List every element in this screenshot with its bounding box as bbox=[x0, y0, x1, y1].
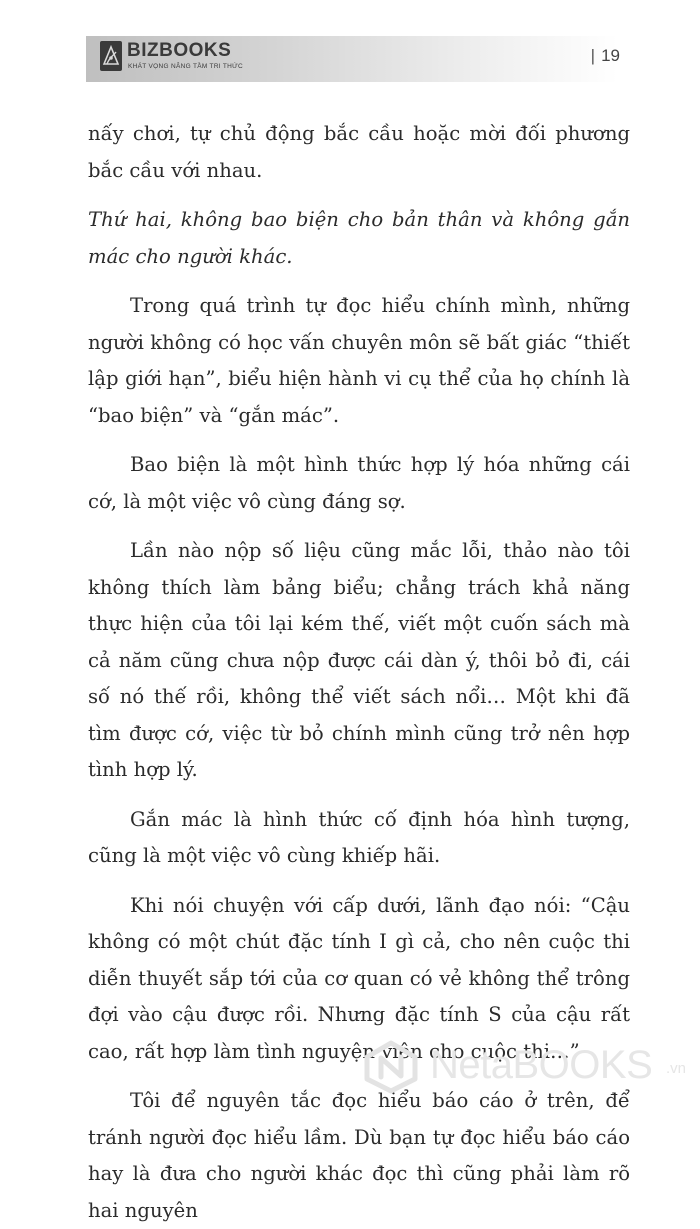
brand-name: BIZBOOKS bbox=[127, 40, 232, 61]
watermark-suffix: .vn bbox=[666, 1060, 687, 1077]
netabooks-logo-icon bbox=[362, 1040, 420, 1098]
page-number-value: 19 bbox=[601, 46, 620, 65]
paragraph-2-italic-heading: Thứ hai, không bao biện cho bản thân và không gắn mác cho người khác. bbox=[88, 208, 630, 268]
brand-tagline: KHÁT VỌNG NÂNG TẦM TRI THỨC bbox=[128, 63, 244, 70]
paragraph-8: Tôi để nguyên tắc đọc hiểu báo cáo ở trên, để tránh người đọc hiểu lầm. Dù bạn tự đọc hiểu báo cáo hay là đưa cho người khác đọc thì cũng phải làm rõ hai nguyên bbox=[88, 1089, 630, 1222]
page-number-separator: | bbox=[590, 46, 596, 65]
paragraph-7: Khi nói chuyện với cấp dưới, lãnh đạo nói: “Cậu không có một chút đặc tính I gì cả, cho nên cuộc thi diễn thuyết sắp tới của cơ quan có vẻ không thể trông đợi vào cậu được rồi. Nhưng đặc tính S của cậu rất cao, rất hợp làm tình nguyện viên cho cuộc thi…” bbox=[88, 893, 630, 1063]
page-number bbox=[591, 46, 620, 66]
paragraph-6: Gắn mác là hình thức cố định hóa hình tượng, cũng là một việc vô cùng khiếp hãi. bbox=[88, 807, 630, 867]
paragraph-3: Trong quá trình tự đọc hiểu chính mình, những người không có học vấn chuyên môn sẽ bất giác “thiết lập giới hạn”, biểu hiện hành vi cụ thể của họ chính là “bao biện” và “gắn mác”. bbox=[88, 294, 630, 427]
paragraph-4: Bao biện là một hình thức hợp lý hóa những cái cớ, là một việc vô cùng đáng sợ. bbox=[88, 453, 630, 513]
paragraph-1: nấy chơi, tự chủ động bắc cầu hoặc mời đối phương bắc cầu với nhau. bbox=[88, 122, 630, 182]
paragraph-5: Lần nào nộp số liệu cũng mắc lỗi, thảo nào tôi không thích làm bảng biểu; chẳng trách khả năng thực hiện của tôi lại kém thế, viết một cuốn sách mà cả năm cũng chưa nộp được cái dàn ý, thôi bỏ đi, cái số nó thế rồi, không thể viết sách nổi… Một khi đã tìm được cớ, việc từ bỏ chính mình cũng trở nên hợp tình hợp lý. bbox=[88, 539, 630, 781]
watermark-text: NetaBOOKS bbox=[430, 1043, 653, 1087]
bizbooks-logo-icon bbox=[100, 41, 122, 71]
